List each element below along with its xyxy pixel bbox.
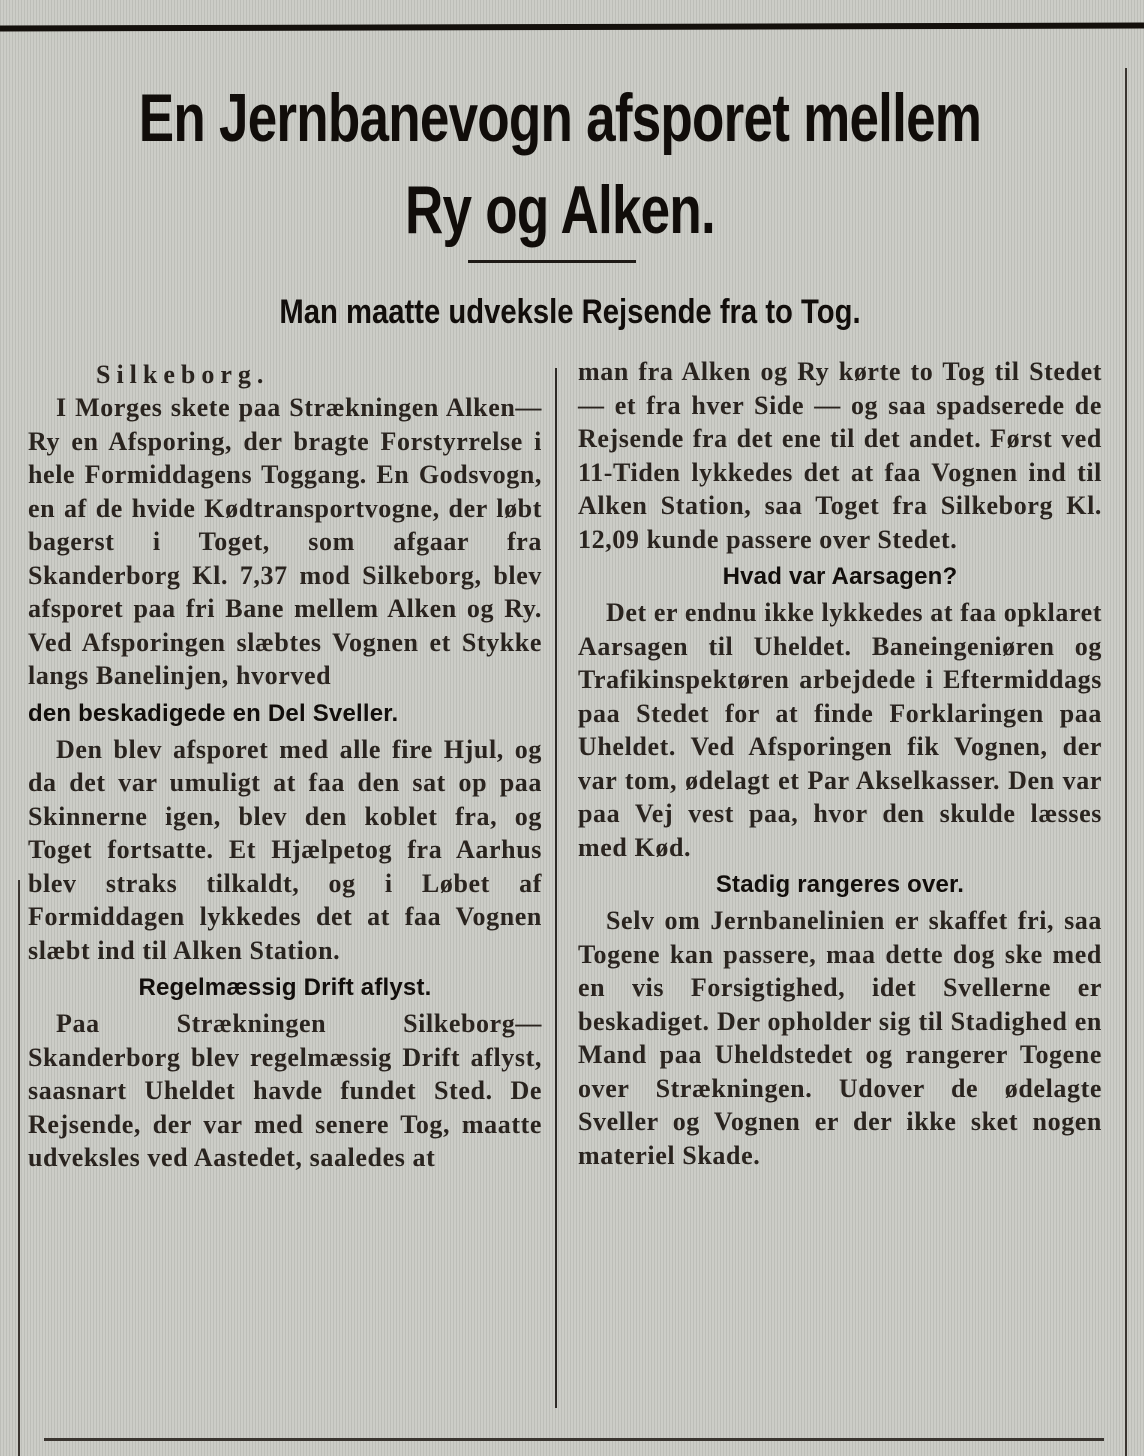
paragraph-5: Det er endnu ikke lykkedes at faa opklaret Aarsagen til Uheldet. Baneingeniøren og Trafikinspektøren arbejdede i Eftermiddags paa Stedet for at finde Forklaringen paa Uheldet. Ved Afsporingen fik Vognen, der var tom, ødelagt et Par Akselkasser. Den var paa Vej vest paa, hvor den skulde læsses med Kød.: [578, 598, 1102, 862]
paragraph-2: Den blev afsporet med alle fire Hjul, og da det var umuligt at faa den sat op paa Skinnerne igen, blev den koblet fra, og Toget fortsatte. Et Hjælpetog fra Aarhus blev straks tilkaldt, og i Løbet af Formiddagen lykkedes det at faa Vognen slæbt ind til Alken Station.: [28, 734, 542, 965]
paragraph-3: Paa Strækningen Silkeborg—Skanderborg blev regelmæssig Drift aflyst, saasnart Uheldet havde fundet Sted. De Rejsende, der var med senere Tog, maatte udveksles ved Aastedet, saaledes at: [28, 1009, 542, 1172]
dateline: Silkeborg.: [96, 360, 270, 389]
top-rule: [0, 23, 1144, 32]
section-heading-drift-aflyst: Regelmæssig Drift aflyst.: [138, 974, 432, 1001]
bottom-rule: [44, 1438, 1104, 1441]
headline-line-2: Ry og Alken.: [405, 172, 715, 248]
paragraph-4: man fra Alken og Ry kørte to Tog til Stedet — et fra hver Side — og saa spadserede de Rejsende fra det ene til det andet. Først ved 11-Tiden lykkedes det at faa Vognen ind til Alken Station, saa Toget fra Silkeborg Kl. 12,09 kunde passere over Stedet.: [578, 357, 1102, 554]
left-column: [28, 358, 542, 1175]
paragraph-1: I Morges skete paa Strækningen Alken—Ry en Afsporing, der bragte Forstyrrelse i hele Formiddagens Toggang. En Godsvogn, en af de hvide Kødtransportvogne, der løbt bagerst i Toget, som afgaar fra Skanderborg Kl. 7,37 mod Silkeborg, blev afsporet paa fri Bane mellem Alken og Ry. Ved Afsporingen slæbtes Vognen et Stykke langs Banelinjen, hvorved: [28, 393, 542, 690]
headline-divider: [468, 260, 636, 263]
section-heading-rangeres: Stadig rangeres over.: [715, 871, 965, 898]
headline-line-1: En Jernbanevogn afsporet mellem: [138, 80, 982, 156]
left-border-rule: [18, 880, 20, 1456]
right-column: [578, 355, 1102, 1172]
section-heading-sveller: den beskadigede en Del Sveller.: [28, 699, 399, 727]
subheadline: Man maatte udveksle Rejsende fra to Tog.: [279, 293, 861, 331]
section-heading-aarsagen: Hvad var Aarsagen?: [722, 563, 958, 590]
column-divider: [555, 368, 557, 1408]
paragraph-6: Selv om Jernbanelinien er skaffet fri, saa Togene kan passere, maa dette dog ske med en vis Forsigtighed, idet Svellerne er beskadiget. Der opholder sig til Stadighed en Mand paa Uheldstedet og rangerer Togene over Strækningen. Udover de ødelagte Sveller og Vognen er der ikke sket nogen materiel Skade.: [578, 906, 1102, 1170]
right-border-rule: [1125, 68, 1127, 1456]
headline: [123, 72, 997, 256]
